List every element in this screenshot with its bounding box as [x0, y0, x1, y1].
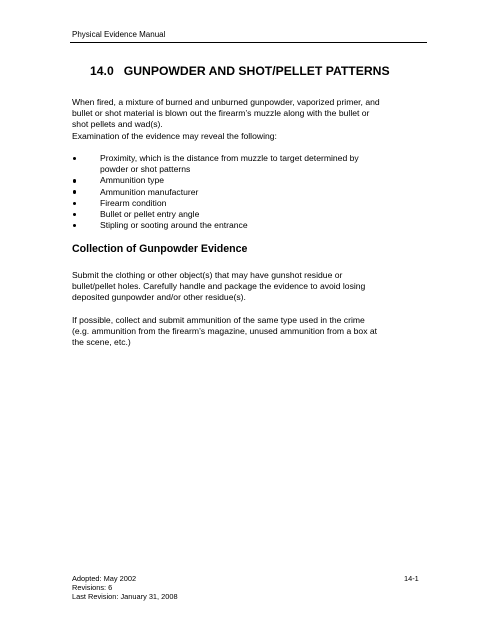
footer-adopted: Adopted: May 2002	[72, 574, 137, 583]
collection-line: the scene, etc.)	[72, 337, 131, 348]
findings-item-text: powder or shot patterns	[100, 164, 191, 175]
intro-line: When fired, a mixture of burned and unburned gunpowder, vaporized primer, and	[72, 97, 380, 107]
findings-list	[72, 153, 359, 231]
collection-line: Submit the clothing or other object(s) that may have gunshot residue or	[72, 270, 343, 280]
header-rule	[70, 42, 427, 43]
findings-list-item	[72, 175, 359, 186]
running-header: Physical Evidence Manual	[72, 30, 166, 39]
intro-line: shot pellets and wad(s).	[72, 119, 163, 130]
intro-paragraph	[72, 97, 428, 131]
findings-item-text: Ammunition type	[100, 175, 165, 186]
findings-item-text: Ammunition manufacturer	[100, 186, 199, 197]
findings-list-item	[72, 198, 359, 209]
collection-paragraph-1	[72, 270, 428, 304]
section-number: 14.0	[90, 64, 114, 78]
footer-revisions: Revisions: 6	[72, 583, 113, 592]
intro-line: bullet or shot material is blown out the firearm’s muzzle along with the bullet or	[72, 108, 370, 119]
examination-intro-text: Examination of the evidence may reveal the following:	[72, 131, 277, 141]
findings-item-text: Stipling or sooting around the entrance	[100, 220, 248, 231]
findings-item-text: Proximity, which is the distance from muzzle to target determined by	[100, 153, 359, 163]
findings-list-item	[72, 220, 359, 231]
findings-list-item	[72, 209, 359, 220]
page-number: 14-1	[404, 574, 419, 583]
footer-last-revision: Last Revision: January 31, 2008	[72, 592, 178, 601]
collection-line: If possible, collect and submit ammunition of the same type used in the crime	[72, 315, 365, 325]
section-title-text: GUNPOWDER AND SHOT/PELLET PATTERNS	[123, 64, 390, 78]
collection-paragraph-2	[72, 315, 428, 349]
collection-heading: Collection of Gunpowder Evidence	[72, 243, 248, 255]
collection-line: bullet/pellet holes. Carefully handle and package the evidence to avoid losing	[72, 281, 366, 292]
findings-list-item	[72, 187, 359, 198]
footer-revision-info	[72, 574, 178, 601]
section-title	[90, 64, 390, 79]
collection-line: deposited gunpowder and/or other residue(s).	[72, 292, 246, 303]
findings-list-item	[72, 153, 359, 175]
findings-item-text: Bullet or pellet entry angle	[100, 209, 200, 220]
examination-intro	[72, 131, 428, 142]
findings-item-text: Firearm condition	[100, 197, 167, 208]
collection-line: (e.g. ammunition from the firearm’s magazine, unused ammunition from a box at	[72, 326, 378, 337]
